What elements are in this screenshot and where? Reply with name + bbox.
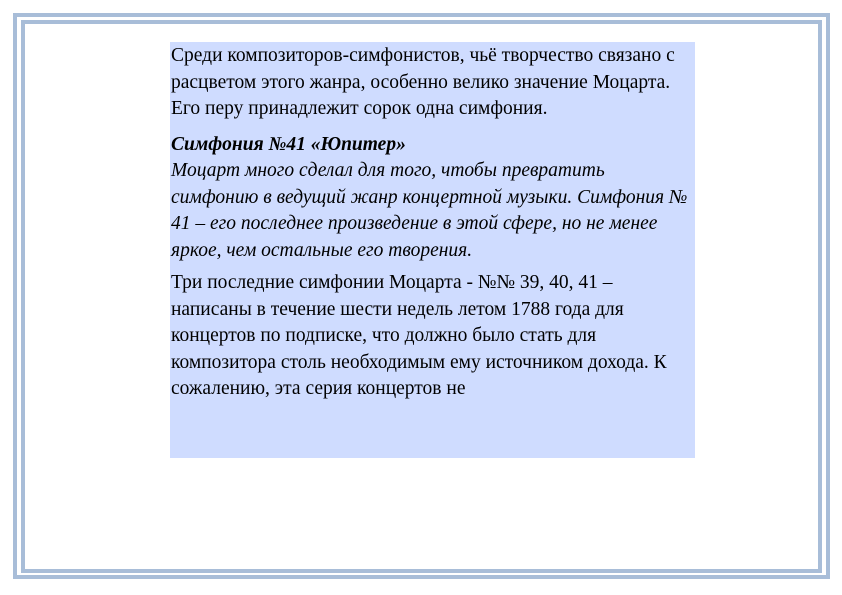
intro-paragraph: Среди композиторов-симфонистов, чьё творчество связано с расцветом этого жанра, особенно велико значение Моцарта. Его перу принадлежит сорок одна симфония. [171, 45, 675, 119]
last-symphonies-paragraph: Три последние симфонии Моцарта - №№ 39, 40, 41 – написаны в течение шести недель летом 1788 года для концертов по подписке, что должно было стать для композитора столь необходимым ему источником дохода. К сожалению, эта серия концертов не [171, 272, 667, 399]
symphony-41-paragraph [171, 132, 691, 265]
text-block [170, 42, 695, 458]
symphony-41-description: Моцарт много сделал для того, чтобы превратить симфонию в ведущий жанр концертной музыки. Симфония № 41 – его последнее произведение в этой сфере, но не менее яркое, чем остальные его творения. [171, 160, 688, 261]
symphony-41-heading: Симфония №41 «Юпитер» [171, 133, 406, 155]
